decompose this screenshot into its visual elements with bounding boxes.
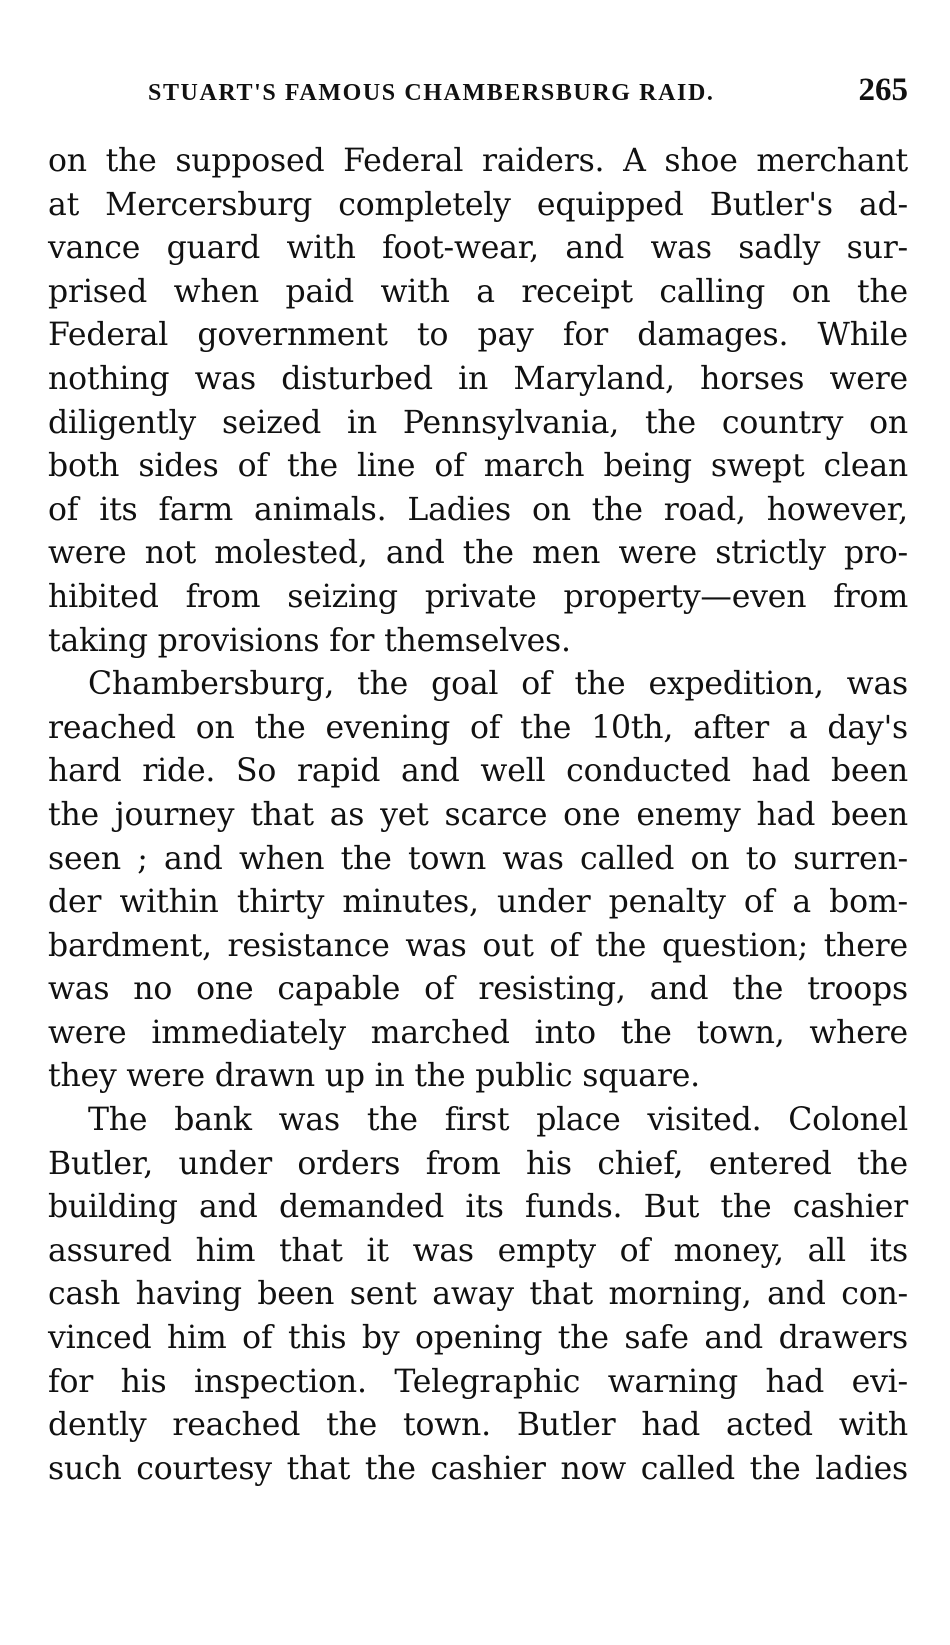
body-text [48, 140, 908, 1491]
paragraph [48, 663, 908, 1099]
text-line: Butler, under orders from his chief, entered the [48, 1145, 908, 1182]
text-line: of its farm animals. Ladies on the road, however, [48, 491, 908, 528]
text-line: on the supposed Federal raiders. A shoe merchant [48, 143, 908, 179]
page-number: 265 [858, 72, 908, 108]
text-line: diligently seized in Pennsylvania, the country on [48, 404, 908, 441]
text-line: Chambersburg, the goal of the expedition, was [88, 666, 908, 703]
text-line: der within thirty minutes, under penalty of a bom- [48, 884, 908, 921]
paragraph [48, 1099, 908, 1491]
text-line: assured him that it was empty of money, all its [48, 1232, 908, 1269]
paragraph [48, 140, 908, 663]
text-line: Federal government to pay for damages. While [48, 317, 908, 354]
running-header [48, 70, 908, 114]
text-line: reached on the evening of the 10th, after a day's [48, 709, 908, 746]
text-line: hibited from seizing private property—even from [48, 578, 908, 615]
text-line: prised when paid with a receipt calling on the [48, 273, 908, 310]
text-line: both sides of the line of march being swept clean [48, 448, 908, 485]
text-line: The bank was the first place visited. Colonel [88, 1102, 908, 1139]
text-line: the journey that as yet scarce one enemy had been [48, 796, 908, 833]
text-line: were not molested, and the men were strictly pro- [48, 535, 908, 572]
text-line: vinced him of this by opening the safe and drawers [48, 1320, 908, 1357]
text-line: hard ride. So rapid and well conducted had been [48, 753, 908, 790]
text-line: were immediately marched into the town, where [48, 1014, 908, 1051]
text-line: they were drawn up in the public square. [48, 1058, 700, 1095]
running-title: STUART'S FAMOUS CHAMBERSBURG RAID. [148, 80, 715, 106]
text-line: at Mercersburg completely equipped Butler's ad- [48, 186, 908, 223]
text-line: such courtesy that the cashier now called the ladies [48, 1450, 908, 1487]
text-line: was no one capable of resisting, and the troops [48, 971, 908, 1008]
text-line: building and demanded its funds. But the cashier [48, 1189, 908, 1226]
text-line: bardment, resistance was out of the question; there [48, 927, 908, 964]
text-line: nothing was disturbed in Maryland, horses were [48, 360, 908, 397]
text-line: dently reached the town. Butler had acted with [48, 1407, 908, 1444]
text-line: taking provisions for themselves. [48, 622, 571, 659]
text-line: vance guard with foot-wear, and was sadly sur- [48, 230, 908, 267]
text-line: seen ; and when the town was called on to surren- [48, 840, 908, 877]
text-line: cash having been sent away that morning, and con- [48, 1276, 908, 1313]
text-line: for his inspection. Telegraphic warning had evi- [48, 1363, 908, 1400]
